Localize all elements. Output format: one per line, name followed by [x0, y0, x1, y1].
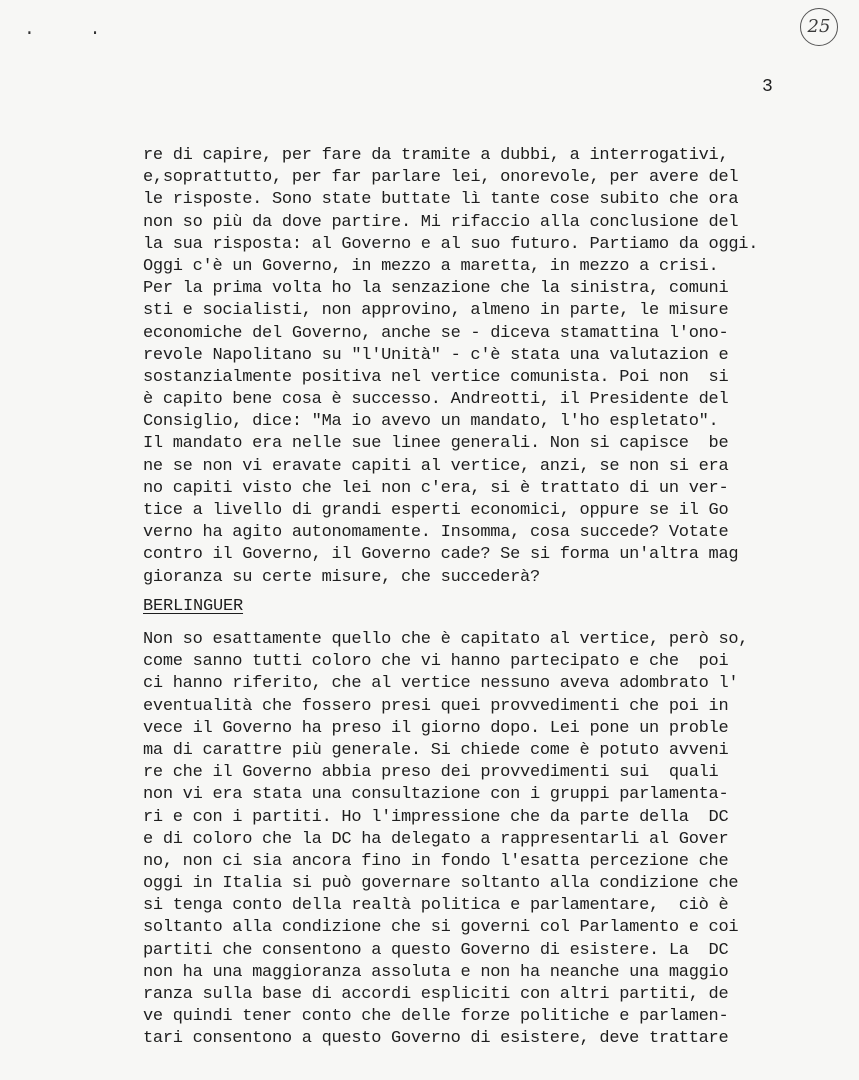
text-line: revole Napolitano su "l'Unità" - c'è stata una valutazion e — [143, 345, 729, 365]
text-line: no capiti visto che lei non c'era, si è trattato di un ver- — [143, 478, 729, 498]
text-line: no, non ci sia ancora fino in fondo l'esatta percezione che — [143, 851, 729, 871]
text-line: tice a livello di grandi esperti economici, oppure se il Go — [143, 501, 729, 520]
text-line: come sanno tutti coloro che vi hanno partecipato e che poi — [143, 652, 729, 672]
archive-stamp: 25 — [800, 8, 838, 46]
text-line: ne se non vi eravate capiti al vertice, anzi, se non si era — [143, 456, 729, 476]
text-line: ma di carattre più generale. Si chiede come è potuto avveni — [143, 740, 729, 760]
text-line: partiti che consentono a questo Governo di esistere. La DC — [143, 940, 729, 960]
text-line: tari consentono a questo Governo di esistere, deve trattare — [143, 1029, 729, 1049]
text-line: la sua risposta: al Governo e al suo futuro. Partiamo da oggi. — [143, 234, 759, 254]
text-line: ci hanno riferito, che al vertice nessuno aveva adombrato l' — [143, 674, 739, 694]
text-line: eventualità che fossero presi quei provvedimenti che poi in — [143, 696, 729, 716]
text-line: le risposte. Sono state buttate lì tante cose subito che ora — [143, 190, 739, 210]
text-line: re che il Governo abbia preso dei provvedimenti sui quali — [143, 763, 719, 783]
interviewer-question — [143, 145, 793, 589]
text-line: e di coloro che la DC ha delegato a rappresentarli al Gover — [143, 829, 729, 849]
text-line: non vi era stata una consultazione con i gruppi parlamenta- — [143, 785, 729, 805]
text-line: verno ha agito autonomamente. Insomma, cosa succede? Votate — [143, 523, 729, 543]
text-line: Non so esattamente quello che è capitato al vertice, però so, — [143, 630, 749, 649]
berlinguer-answer — [143, 629, 793, 1051]
text-line: è capito bene cosa è successo. Andreotti, il Presidente del — [143, 390, 729, 410]
text-line: ve quindi tener conto che delle forze politiche e parlamen- — [143, 1007, 729, 1027]
text-line: Consiglio, dice: "Ma io avevo un mandato, l'ho espletato". — [143, 412, 719, 432]
text-line: non so più da dove partire. Mi rifaccio alla conclusione del — [143, 212, 739, 232]
text-line: economiche del Governo, anche se - diceva stamattina l'ono- — [143, 323, 729, 343]
text-line: sostanzialmente positiva nel vertice comunista. Poi non si — [143, 367, 729, 387]
text-line: ranza sulla base di accordi espliciti con altri partiti, de — [143, 985, 729, 1004]
margin-dots: . . — [24, 20, 123, 40]
text-line: vece il Governo ha preso il giorno dopo. Lei pone un proble — [143, 718, 729, 738]
text-line: oggi in Italia si può governare soltanto alla condizione che — [143, 874, 739, 894]
text-line: non ha una maggioranza assoluta e non ha neanche una maggio — [143, 962, 729, 982]
text-line: contro il Governo, il Governo cade? Se si forma un'altra mag — [143, 545, 739, 565]
text-line: Il mandato era nelle sue linee generali. Non si capisce be — [143, 434, 729, 454]
text-line: soltanto alla condizione che si governi col Parlamento e coi — [143, 918, 739, 938]
speaker-heading: BERLINGUER — [143, 597, 244, 616]
text-line: Per la prima volta ho la senzazione che la sinistra, comuni — [143, 279, 729, 299]
page-number: 3 — [762, 77, 773, 97]
text-line: Oggi c'è un Governo, in mezzo a maretta, in mezzo a crisi. — [143, 256, 719, 276]
text-line: sti e socialisti, non approvino, almeno in parte, le misure — [143, 301, 729, 321]
text-line: gioranza su certe misure, che succederà? — [143, 567, 540, 587]
text-line: si tenga conto della realtà politica e parlamentare, ciò è — [143, 896, 729, 916]
text-line: ri e con i partiti. Ho l'impressione che da parte della DC — [143, 807, 729, 827]
text-line: e,soprattutto, per far parlare lei, onorevole, per avere del — [143, 168, 739, 188]
text-line: re di capire, per fare da tramite a dubbi, a interrogativi, — [143, 146, 729, 165]
